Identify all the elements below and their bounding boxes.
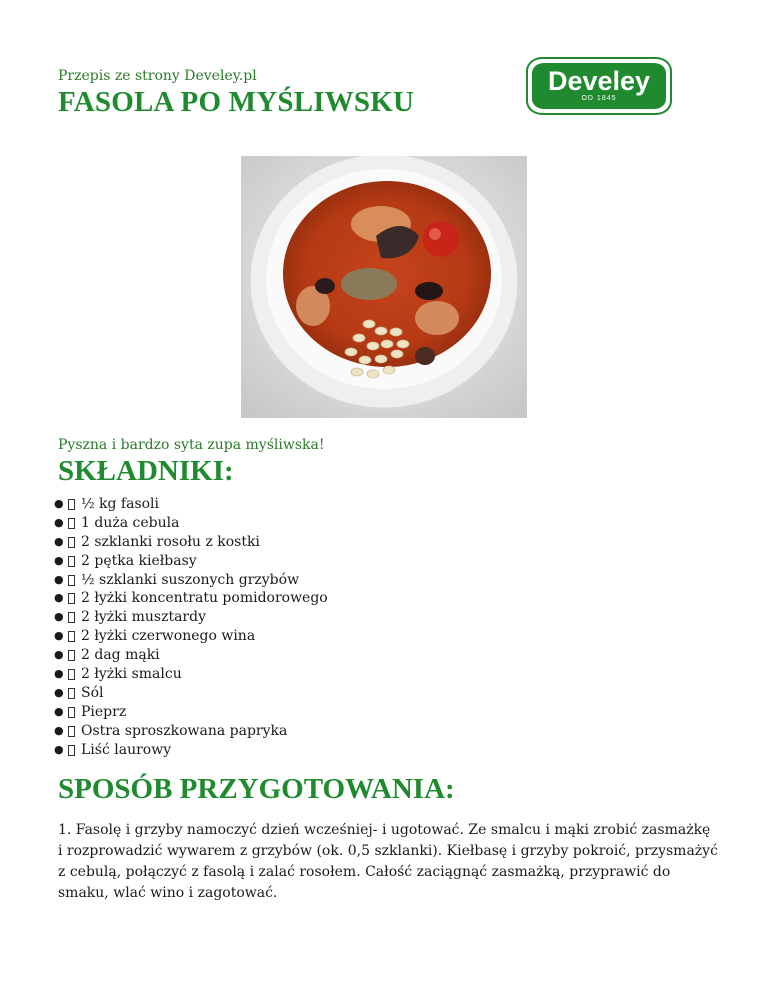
ingredient-label: 2 szklanki rosołu z kostki xyxy=(81,533,260,550)
bullet-icon: ● xyxy=(54,515,64,529)
bullet-icon: ● xyxy=(54,610,64,624)
header xyxy=(58,68,414,119)
ingredient-label: 2 łyżki koncentratu pomidorowego xyxy=(81,590,328,607)
ingredient-label: 2 pętka kiełbasy xyxy=(81,552,197,569)
checkbox-icon xyxy=(68,537,75,548)
bullet-icon: ● xyxy=(54,591,64,605)
checkbox-icon xyxy=(68,631,75,642)
preparation-text: 1. Fasolę i grzyby namoczyć dzień wcześniej- i ugotować. Ze smalcu i mąki zrobić zasmażkę i rozprowadzić wywarem z grzybów (ok. 0,5 szklanki). Kiełbasę i grzyby pokroić, przysmażyć z cebulą, połączyć z fasolą i zalać rosołem. Całość zaciągnąć zasmażką, przyprawić do smaku, wlać wino i zagotować. xyxy=(58,822,718,901)
list-item xyxy=(54,684,328,703)
ingredient-label: 2 łyżki smalcu xyxy=(81,666,182,683)
bullet-icon: ● xyxy=(54,704,64,718)
checkbox-icon xyxy=(68,593,75,604)
source-line: Przepis ze strony Develey.pl xyxy=(58,68,257,84)
checkbox-icon xyxy=(68,575,75,586)
bullet-icon: ● xyxy=(54,534,64,548)
logo-name: Develey xyxy=(547,66,651,96)
checkbox-icon xyxy=(68,612,75,623)
bullet-icon: ● xyxy=(54,648,64,662)
soup-photo xyxy=(241,156,527,418)
bullet-icon: ● xyxy=(54,497,64,510)
list-item xyxy=(54,495,328,514)
ingredients-heading: SKŁADNIKI: xyxy=(58,455,234,487)
bullet-icon: ● xyxy=(54,723,64,737)
recipe-title: FASOLA PO MYŚLIWSKU xyxy=(58,86,415,118)
ingredient-label: Pieprz xyxy=(81,703,127,720)
logo-since: OD 1845 xyxy=(581,95,617,102)
preparation-heading: SPOSÓB PRZYGOTOWANIA: xyxy=(58,773,455,805)
checkbox-icon xyxy=(68,556,75,567)
bullet-icon: ● xyxy=(54,667,64,681)
ingredient-label: Sól xyxy=(81,684,104,701)
list-item xyxy=(54,533,328,552)
bullet-icon: ● xyxy=(54,742,64,756)
list-item xyxy=(54,608,328,627)
checkbox-icon xyxy=(68,726,75,737)
list-item xyxy=(54,722,328,741)
list-item xyxy=(54,741,328,760)
list-item xyxy=(54,646,328,665)
list-item xyxy=(54,514,328,533)
ingredient-label: ½ szklanki suszonych grzybów xyxy=(81,571,300,588)
list-item xyxy=(54,552,328,571)
list-item xyxy=(54,665,328,684)
bullet-icon: ● xyxy=(54,629,64,643)
ingredient-label: ½ kg fasoli xyxy=(81,496,160,512)
ingredient-label: 1 duża cebula xyxy=(81,514,180,531)
checkbox-icon xyxy=(68,499,75,510)
ingredient-label: Ostra sproszkowana papryka xyxy=(81,722,288,739)
checkbox-icon xyxy=(68,707,75,718)
checkbox-icon xyxy=(68,688,75,699)
intro-text: Pyszna i bardzo syta zupa myśliwska! xyxy=(58,437,325,453)
list-item xyxy=(54,589,328,608)
ingredients-list xyxy=(54,495,328,759)
checkbox-icon xyxy=(68,650,75,661)
bullet-icon: ● xyxy=(54,685,64,699)
ingredient-label: Liść laurowy xyxy=(81,741,172,758)
develey-logo xyxy=(526,57,672,115)
checkbox-icon xyxy=(68,518,75,529)
bullet-icon: ● xyxy=(54,572,64,586)
ingredient-label: 2 łyżki musztardy xyxy=(81,609,206,626)
list-item xyxy=(54,627,328,646)
ingredient-label: 2 dag mąki xyxy=(81,647,160,664)
list-item xyxy=(54,703,328,722)
ingredient-label: 2 łyżki czerwonego wina xyxy=(81,628,256,645)
checkbox-icon xyxy=(68,669,75,680)
list-item xyxy=(54,571,328,590)
bullet-icon: ● xyxy=(54,553,64,567)
checkbox-icon xyxy=(68,745,75,756)
